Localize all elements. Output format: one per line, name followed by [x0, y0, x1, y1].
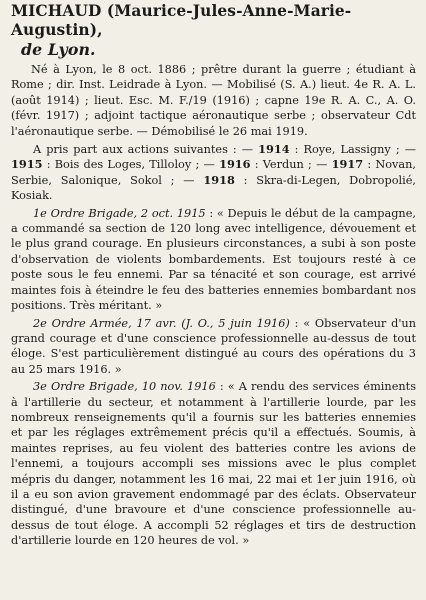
citation-1-text: : « Depuis le début de la campagne, a commandé sa section de 120 long avec intelligence, dévouement et le plus grand courage. En plusieurs circonstances, a subi à son poste d'observation de violents bombardements. Est toujours resté à ce poste sous le feu ennemi. Par sa ténacité et son courage, est arrivé maintes fois à éteindre le feu des batteries ennemies bombardant nos positions. Très méritant. »	[11, 206, 416, 313]
year-1916: 1916	[219, 157, 251, 172]
year-1914: 1914	[258, 142, 290, 157]
citation-1-label: 1e Ordre Brigade, 2 oct. 1915	[33, 206, 206, 220]
citation-2-text: : « Observateur d'un grand courage et d'une conscience professionnelle au-dessus de tout éloge. S'est particulièrement distingué au cours des opérations du 3 au 25 mars 1916. »	[11, 316, 416, 376]
year-1917: 1917	[331, 157, 364, 172]
places-1914: : Roye, Lassigny ; —	[289, 143, 416, 157]
citation-2-label: 2e Ordre Armée, 17 avr. (J. O., 5 juin 1916)	[33, 316, 290, 330]
origin: de Lyon.	[21, 40, 96, 59]
given-names: (Maurice-Jules-Anne-Marie-Augustin),	[11, 2, 352, 39]
campaigns-intro: A pris part aux actions suivantes : —	[33, 143, 254, 157]
year-1918: 1918	[203, 172, 235, 187]
surname: MICHAUD	[11, 2, 102, 20]
citation-3-text: : « A rendu des services éminents à l'artillerie du secteur, et notamment à l'artillerie lourde, par les nombreux renseignements qu'il a fournis sur les batteries ennemies et par les réglages extrêmement précis qu'il a effectués. Soumis, à maintes reprises, au feu violent des batteries contre les avions de l'ennemi, a toujours accompli ses missions avec le plus complet mépris du danger, notamment les 16 mai, 22 mai et 1er juin 1916, où il a eu son avion gravement endommagé par des éclats. Observateur distingué, d'une bravoure et d'une conscience professionnelle au-dessus de tout éloge. A accompli 52 réglages et tirs de destruction d'artillerie lourde en 120 heures de vol. »	[11, 380, 416, 548]
places-1915: : Bois des Loges, Tilloloy ; —	[42, 158, 215, 172]
campaigns-paragraph	[11, 142, 416, 204]
heading-name-line	[11, 2, 416, 40]
citation-1	[11, 206, 416, 314]
year-1915: 1915	[11, 157, 43, 172]
places-1916: : Verdun ; —	[250, 158, 328, 172]
entry-heading	[11, 2, 416, 59]
biography-paragraph: Né à Lyon, le 8 oct. 1886 ; prêtre durant la guerre ; étudiant à Rome ; dir. Inst. Leidrade à Lyon. — Mobilisé (S. A.) lieut. 4e R. A. L. (août 1914) ; lieut. Esc. M. F./19 (1916) ; capne 19e R. A. C., A. O. (févr. 1917) ; adjoint tactique aéronautique serbe ; observateur Cdt l'aéronautique serbe. — Démobilisé le 26 mai 1919.	[11, 63, 416, 138]
citation-3-label: 3e Ordre Brigade, 10 nov. 1916	[33, 380, 216, 394]
places-1917: : Novan, Serbie, Salonique, Sokol ; —	[11, 158, 417, 187]
citation-2	[11, 316, 416, 378]
places-1918: : Skra-di-Legen, Dobropolié, Kosiak.	[11, 173, 417, 203]
citation-3	[11, 379, 416, 548]
